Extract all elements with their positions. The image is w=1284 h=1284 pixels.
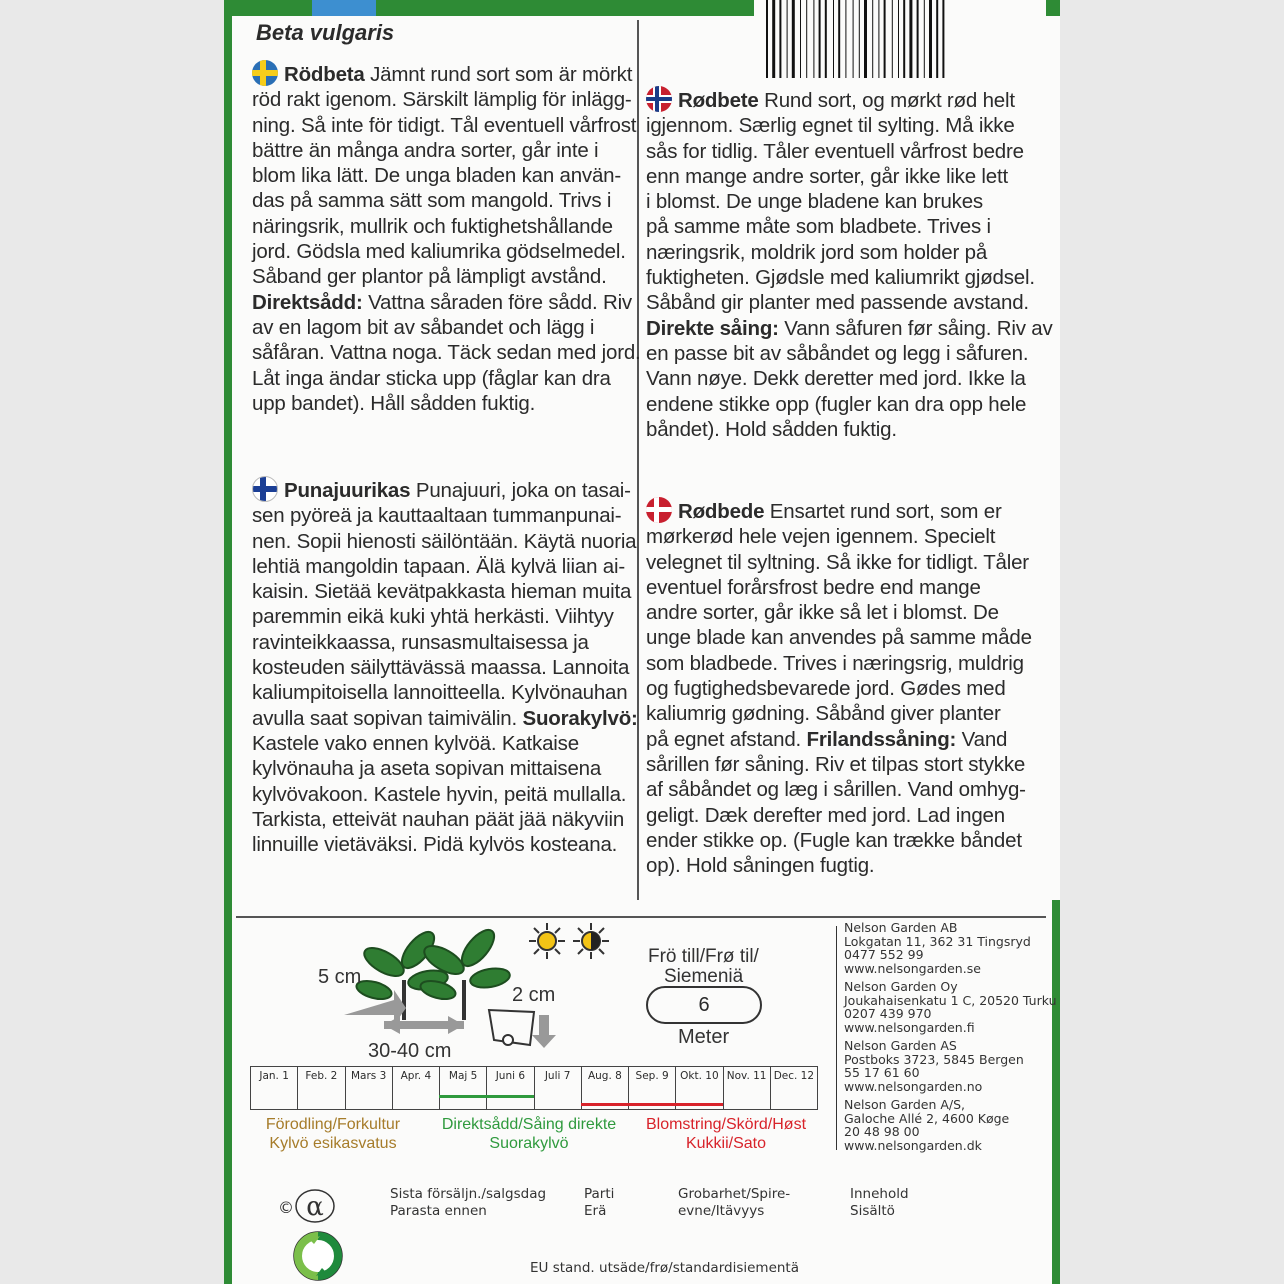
half-sun-icon: [572, 922, 610, 960]
body-text: fuktigheten. Gjødsle med kaliumrikt gjødsel.: [646, 266, 1035, 290]
text-line: [646, 701, 1032, 726]
body-text: velegnet til syltning. Så ikke for tidligt. Tåler: [646, 550, 1029, 574]
body-text: ravinteikkaassa, runsasmultaisessa ja: [252, 630, 589, 654]
body-text: av en lagom bit av såbandet och lägg i: [252, 315, 595, 339]
text-line: [252, 366, 641, 391]
body-text: avulla saat sopivan taimivälin.: [252, 706, 523, 730]
text-line: [252, 239, 641, 264]
copyright-symbol: ©: [278, 1198, 294, 1217]
address-street: Joukahaisenkatu 1 C, 20520 Turku: [844, 992, 1057, 1008]
calendar-month: Maj 5: [440, 1067, 487, 1109]
body-text: bättre än många andra sorter, går inte i: [252, 138, 599, 162]
text-line: [646, 113, 1053, 138]
address-web[interactable]: www.nelsongarden.no: [844, 1078, 983, 1094]
seeds-label-1: Frö till/Frø til/: [648, 946, 759, 967]
company-address: [844, 921, 1031, 975]
body-text: röd rakt igenom. Särskilt lämplig för inlägg-: [252, 88, 632, 112]
text-line: [252, 706, 638, 731]
text-line: [252, 579, 638, 604]
address-web[interactable]: www.nelsongarden.se: [844, 960, 981, 976]
body-text: en passe bit av såbåndet og legg i såfuren.: [646, 341, 1029, 365]
seed-packet-back: [224, 0, 1060, 1284]
text-line: [646, 265, 1053, 290]
body-text: Punajuuri, joka on tasai-: [410, 479, 631, 502]
text-line: [252, 476, 638, 503]
section-heading: Rödbeta: [284, 63, 365, 86]
text-line: [646, 676, 1032, 701]
calendar-month: Okt. 10: [676, 1067, 723, 1109]
body-text: endene stikke opp (fugler kan dra opp hele: [646, 392, 1027, 416]
text-line: [646, 575, 1032, 600]
body-text: Vand: [956, 727, 1008, 751]
text-line: [646, 600, 1032, 625]
text-line: [252, 832, 638, 857]
body-text: igjennom. Særlig egnet til sylting. Må ikke: [646, 114, 1015, 138]
text-line: [646, 853, 1032, 878]
text-line: [646, 752, 1032, 777]
right-green-edge: [1046, 0, 1060, 16]
body-text: Såband ger plantor på lämpligt avstånd.: [252, 265, 607, 289]
body-text: eventuel forårsfrost bedre end mange: [646, 575, 981, 599]
address-name: Nelson Garden AS: [844, 1038, 957, 1053]
calendar-month: Dec. 12: [773, 1070, 815, 1082]
body-text: kaisin. Sietää kevätpakkasta hieman muita: [252, 580, 632, 604]
subheading: Direkte såing:: [646, 316, 779, 340]
body-text: Jämnt rund sort som är mörkt: [364, 63, 633, 86]
seeds-value: 6: [646, 986, 762, 1024]
denmark-flag-icon: [646, 497, 672, 523]
body-text: ning. Så inte för tidigt. Tål eventuell vårfrost: [252, 113, 637, 137]
calendar-month: Juni 6: [487, 1067, 534, 1109]
section-heading: Rødbede: [678, 500, 765, 523]
address-phone: 0477 552 99: [844, 947, 924, 963]
body-text: jord. Gödsla med kaliumrika gödselmedel.: [252, 240, 626, 264]
calendar-month: Jan. 1: [251, 1067, 298, 1109]
text-line: [252, 60, 641, 87]
bottom-divider: [236, 916, 1046, 918]
body-text: kosteuden säilyttävässä maassa. Lannoita: [252, 656, 630, 680]
contents-label: Innehold Sisältö: [850, 1186, 909, 1219]
text-line: [252, 529, 638, 554]
text-line: [252, 604, 638, 629]
top-blue-tab: [312, 0, 376, 16]
latin-name: Beta vulgaris: [256, 20, 395, 45]
text-line: [646, 139, 1053, 164]
sowing-diagram: [314, 920, 614, 1060]
body-text: unge blade kan anvendes på samme måde: [646, 626, 1032, 650]
subheading: Suorakylvö:: [522, 706, 638, 730]
body-text: Rund sort, og mørkt rød helt: [758, 89, 1015, 112]
text-line: [646, 341, 1053, 366]
text-line: [646, 777, 1032, 802]
right-green-edge-lower: [1052, 900, 1060, 1284]
text-line: [646, 497, 1032, 524]
address-web[interactable]: www.nelsongarden.dk: [844, 1137, 982, 1153]
calendar-month: Juli 7: [535, 1067, 582, 1109]
body-text: lehtiä mangoldin tapaan. Älä kylvä liian ai-: [252, 554, 625, 578]
body-text: og fugtighedsbevarede jord. Gødes med: [646, 677, 1006, 701]
text-line: [252, 655, 638, 680]
eu-standard-label: EU stand. utsäde/frø/standardisiementä: [530, 1260, 799, 1276]
text-line: [646, 366, 1053, 391]
barcode: [766, 0, 1012, 78]
address-name: Nelson Garden Oy: [844, 979, 958, 994]
body-text: das på samma sätt som mangold. Trivs i: [252, 189, 612, 213]
text-line: [252, 503, 638, 528]
calendar-month: Sep. 9: [629, 1067, 676, 1109]
text-line: [252, 680, 638, 705]
calendar-month: Nov. 11: [724, 1067, 771, 1109]
body-text: linnuille vietäväksi. Pidä kylvös kosteana.: [252, 833, 618, 857]
body-text: som bladbede. Trives i næringsrig, muldrig: [646, 651, 1024, 675]
text-line: [252, 340, 641, 365]
text-line: [646, 164, 1053, 189]
alpha-logo-icon: [294, 1188, 336, 1224]
body-text: Vattna såraden före sådd. Riv: [362, 290, 632, 314]
subheading: Direktsådd:: [252, 290, 363, 314]
text-line: [252, 630, 638, 655]
calendar-month: Aug. 8: [582, 1067, 629, 1109]
norway-flag-icon: [646, 86, 672, 112]
address-phone: 0207 439 970: [844, 1006, 932, 1022]
text-line: [646, 214, 1053, 239]
body-text: Kastele vako ennen kylvöä. Katkaise: [252, 731, 579, 755]
body-text: op). Hold såningen fugtig.: [646, 854, 875, 878]
body-text: kaliumpitoisella lannoitteella. Kylvönauhan: [252, 681, 628, 705]
body-text: nen. Sopii hienosti säilöntään. Käytä nuoria: [252, 529, 637, 553]
section-heading: Rødbete: [678, 89, 759, 112]
text-line: [646, 828, 1032, 853]
address-phone: 55 17 61 60: [844, 1065, 920, 1081]
germination-label: Grobarhet/Spire- evne/Itävyys: [678, 1186, 791, 1219]
body-text: næringsrik, moldrik jord som holder på: [646, 240, 988, 264]
harvest-period: [581, 1103, 723, 1106]
text-line: [252, 138, 641, 163]
body-text: Låt inga ändar sticka upp (fåglar kan dra: [252, 366, 611, 390]
sweden-flag-icon: [252, 60, 278, 86]
text-line: [646, 803, 1032, 828]
address-name: Nelson Garden A/S,: [844, 1097, 966, 1112]
body-text: på samme måte som bladbete. Trives i: [646, 215, 991, 239]
text-line: [646, 189, 1053, 214]
sell-by-label: Sista försäljn./salgsdag Parasta ennen: [390, 1186, 547, 1219]
calendar-month: Apr. 4: [393, 1067, 440, 1109]
text-line: [252, 264, 641, 289]
seeds-unit: Meter: [678, 1026, 730, 1048]
text-line: [646, 316, 1053, 341]
body-text: kaliumrig gødning. Såbånd giver planter: [646, 702, 1001, 726]
body-text: näringsrik, mullrik och fuktighetshållande: [252, 214, 613, 238]
direct-sowing-period: [439, 1095, 534, 1098]
text-line: [252, 87, 641, 112]
section-swedish: [252, 60, 641, 416]
address-street: Galoche Allé 2, 4600 Køge: [844, 1110, 1010, 1126]
body-text: kylvönauha ja aseta sopivan mittaisena: [252, 757, 602, 781]
body-text: Vann såfuren før såing. Riv av: [778, 316, 1053, 340]
seeds-label-2: Siemeniä: [664, 966, 744, 987]
svg-text:α: α: [306, 1192, 324, 1222]
body-text: Tarkista, etteivät nauhan päät jää näkyviin: [252, 807, 625, 831]
body-text: Vann nøye. Dekk deretter med jord. Ikke la: [646, 367, 1026, 391]
text-line: [252, 554, 638, 579]
body-text: blom lika lätt. De unga bladen kan använ-: [252, 164, 622, 188]
text-line: [252, 188, 641, 213]
company-address: [844, 1098, 1009, 1152]
sowing-calendar: [250, 1066, 818, 1110]
body-text: Såbånd gir planter med passende avstand.: [646, 291, 1029, 315]
body-text: af såbåndet og læg i sårillen. Vand omhyg-: [646, 778, 1026, 802]
subheading: Frilandssåning:: [806, 727, 957, 751]
address-web[interactable]: www.nelsongarden.fi: [844, 1019, 975, 1035]
text-line: [646, 727, 1032, 752]
direct-sowing-label: Direktsådd/Såing direkte Suorakylvö: [441, 1116, 617, 1152]
body-text: sen pyöreä ja kauttaaltaan tummanpunai-: [252, 504, 622, 528]
body-text: i blomst. De unge bladene kan brukes: [646, 190, 983, 214]
body-text: mørkerød hele vejen igennem. Specielt: [646, 525, 996, 549]
body-text: på egnet afstand.: [646, 727, 807, 751]
row-distance-label: 30-40 cm: [368, 1040, 452, 1062]
section-finnish: [252, 476, 638, 857]
body-text: kylvövakoon. Kastele hyvin, peitä mullalla.: [252, 782, 627, 806]
text-line: [252, 756, 638, 781]
text-line: [252, 214, 641, 239]
spacing-label: 2 cm: [512, 984, 556, 1006]
text-line: [252, 807, 638, 832]
text-line: [252, 315, 641, 340]
body-text: upp bandet). Håll sådden fuktig.: [252, 391, 536, 415]
text-line: [646, 417, 1053, 442]
text-line: [252, 113, 641, 138]
text-line: [252, 391, 641, 416]
text-line: [646, 550, 1032, 575]
text-line: [646, 524, 1032, 549]
text-line: [646, 240, 1053, 265]
depth-label: 5 cm: [318, 966, 362, 988]
text-line: [646, 392, 1053, 417]
text-line: [646, 86, 1053, 113]
address-divider: [836, 926, 837, 1150]
calendar-month: Mars 3: [346, 1067, 393, 1109]
text-line: [646, 290, 1053, 315]
body-text: andre sorter, går ikke så let i blomst. De: [646, 601, 999, 625]
body-text: paremmin eikä kuki yhtä herkästi. Viihtyy: [252, 605, 614, 629]
text-line: [646, 625, 1032, 650]
text-line: [252, 163, 641, 188]
body-text: enn mange andre sorter, går ikke like lett: [646, 164, 1008, 188]
top-green-band-left: [224, 0, 754, 16]
company-address: [844, 1039, 1024, 1093]
company-address: [844, 980, 1057, 1034]
body-text: båndet). Hold sådden fuktig.: [646, 417, 897, 441]
address-street: Postboks 3723, 5845 Bergen: [844, 1051, 1024, 1067]
calendar-month: Feb. 2: [298, 1067, 345, 1109]
full-sun-icon: [528, 922, 566, 960]
text-line: [252, 731, 638, 756]
harvest-label: Blomstring/Skörd/Høst Kukkii/Sato: [645, 1116, 807, 1152]
recycling-green-dot-icon: [292, 1230, 344, 1282]
body-text: sårillen før såning. Riv et tilpas stort stykke: [646, 752, 1026, 776]
batch-label: Parti Erä: [584, 1186, 615, 1219]
section-heading: Punajuurikas: [284, 479, 411, 502]
address-street: Lokgatan 11, 362 31 Tingsryd: [844, 933, 1031, 949]
left-green-edge: [224, 0, 232, 1284]
body-text: Ensartet rund sort, som er: [764, 500, 1002, 523]
address-phone: 20 48 98 00: [844, 1124, 920, 1140]
body-text: geligt. Dæk derefter med jord. Lad ingen: [646, 803, 1005, 827]
section-norwegian: [646, 86, 1053, 442]
body-text: ender stikke op. (Fugle kan trække båndet: [646, 828, 1022, 852]
body-text: sås for tidlig. Tåler eventuell vårfrost bedre: [646, 139, 1024, 163]
text-line: [646, 651, 1032, 676]
section-danish: [646, 497, 1032, 878]
pre-cultivation-label: Förodling/Forkultur Kylvö esikasvatus: [265, 1116, 401, 1152]
body-text: såfåran. Vattna noga. Täck sedan med jord.: [252, 341, 641, 365]
text-line: [252, 782, 638, 807]
text-line: [252, 290, 641, 315]
finland-flag-icon: [252, 476, 278, 502]
sowing-arrow-icon: [532, 1015, 556, 1048]
address-name: Nelson Garden AB: [844, 920, 958, 935]
